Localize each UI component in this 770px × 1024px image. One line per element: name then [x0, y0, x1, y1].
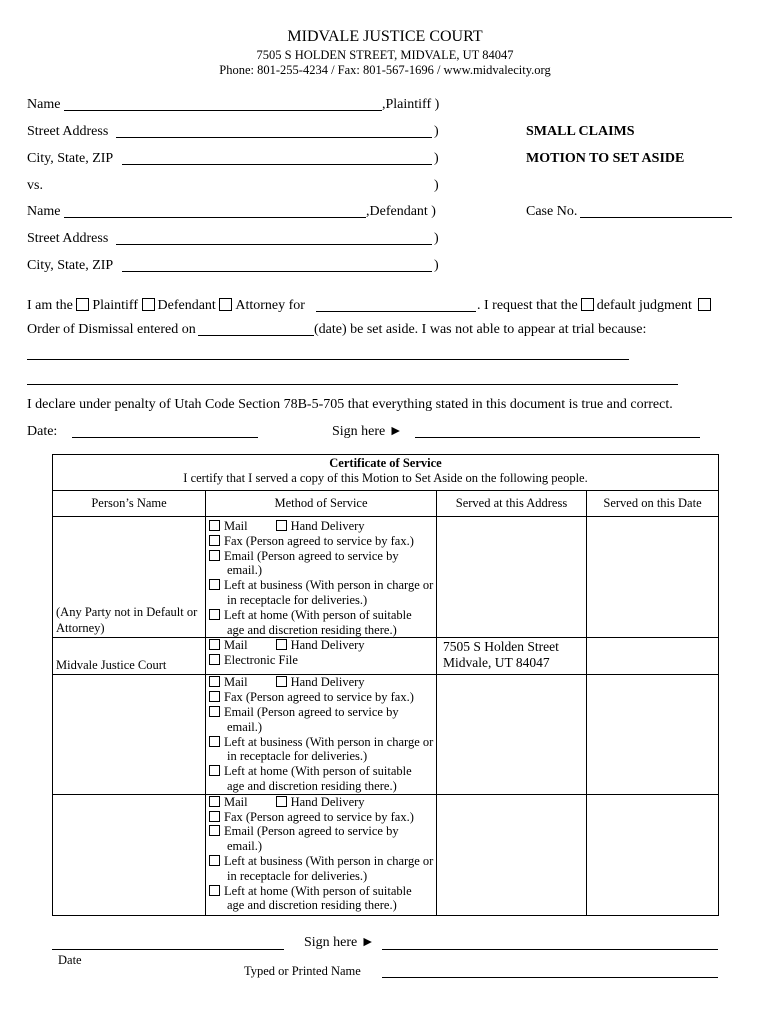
header-served-address: Served at this Address	[437, 491, 587, 517]
mail-checkbox[interactable]	[209, 676, 220, 687]
hand-delivery-checkbox[interactable]	[276, 796, 287, 807]
dismissal-suffix: (date) be set aside. I was not able to appear at trial because:	[314, 322, 647, 337]
row1-person-cell[interactable]	[53, 517, 206, 638]
left-at-home-checkbox[interactable]	[209, 885, 220, 896]
plaintiff-street-label: Street Address	[27, 124, 109, 139]
left-at-business-label: Left at business (With person in charge or in receptacle for deliveries.)	[224, 853, 434, 883]
certificate-title: Certificate of Service	[329, 456, 442, 470]
case-no-label: Case No.	[526, 204, 578, 219]
typed-name-label: Typed or Printed Name	[244, 964, 361, 978]
left-at-home-checkbox[interactable]	[209, 765, 220, 776]
typed-name-field[interactable]	[382, 977, 718, 978]
header-method-of-service: Method of Service	[206, 491, 437, 517]
i-am-the-text: I am the	[27, 298, 73, 313]
email-label: Email (Person agreed to service by email.)	[224, 824, 399, 854]
hand-delivery-label: Hand Delivery	[290, 519, 365, 533]
defendant-name-label: Name	[27, 204, 61, 219]
defendant-street-field[interactable]	[116, 244, 432, 245]
fax-label: Fax (Person agreed to service by fax.)	[224, 533, 414, 548]
defendant-street-label: Street Address	[27, 231, 109, 246]
plaintiff-name-field[interactable]	[64, 110, 382, 111]
hand-delivery-label: Hand Delivery	[290, 638, 365, 653]
dismissal-prefix: Order of Dismissal entered on	[27, 322, 196, 337]
reason-line-2[interactable]	[27, 384, 678, 385]
dismissal-date-field[interactable]	[198, 335, 314, 336]
left-at-business-label: Left at business (With person in charge or in receptacle for deliveries.)	[224, 578, 434, 607]
left-at-home-label: Left at home (With person of suitable age and discretion residing there.)	[224, 764, 412, 793]
row4-method-cell	[206, 794, 437, 915]
date-field[interactable]	[72, 437, 258, 438]
plaintiff-option-label: Plaintiff	[92, 298, 139, 313]
mail-checkbox[interactable]	[209, 639, 220, 650]
party-role-line	[27, 298, 305, 314]
electronic-file-label: Electronic File	[224, 653, 298, 668]
row3-date-cell[interactable]	[587, 675, 719, 794]
row2-person-cell	[53, 638, 206, 675]
defendant-checkbox[interactable]	[142, 298, 155, 311]
row1-address-cell[interactable]	[437, 517, 587, 638]
hand-delivery-label: Hand Delivery	[290, 675, 365, 690]
title-small-claims: SMALL CLAIMS	[526, 124, 635, 139]
hand-delivery-checkbox[interactable]	[276, 520, 287, 531]
caption-paren: )	[434, 178, 439, 193]
row2-method-cell	[206, 638, 437, 675]
court-address-line1: 7505 S Holden Street	[443, 639, 559, 655]
fax-checkbox[interactable]	[209, 811, 220, 822]
email-checkbox[interactable]	[209, 825, 220, 836]
declaration-text: I declare under penalty of Utah Code Section 78B-5-705 that everything stated in this document is true and correct.	[27, 397, 673, 412]
plaintiff-city-field[interactable]	[122, 164, 432, 165]
certificate-of-service-table	[52, 454, 719, 916]
left-at-home-label: Left at home (With person of suitable age and discretion residing there.)	[224, 883, 412, 913]
email-checkbox[interactable]	[209, 550, 220, 561]
attorney-for-field[interactable]	[316, 311, 476, 312]
email-label: Email (Person agreed to service by email.)	[224, 548, 399, 578]
court-address-line2: Midvale, UT 84047	[443, 655, 550, 671]
dismissal-checkbox[interactable]	[698, 298, 711, 311]
request-text: . I request that the	[477, 298, 578, 313]
mail-label: Mail	[224, 794, 248, 809]
left-at-business-checkbox[interactable]	[209, 855, 220, 866]
row2-date-cell[interactable]	[587, 638, 719, 675]
court-name: MIDVALE JUSTICE COURT	[287, 28, 483, 45]
mail-label: Mail	[224, 638, 248, 653]
vs-label: vs.	[27, 178, 43, 193]
row1-date-cell[interactable]	[587, 517, 719, 638]
defendant-suffix: ,Defendant )	[366, 204, 436, 219]
caption-paren: )	[434, 258, 439, 273]
caption-paren: )	[434, 231, 439, 246]
left-at-business-checkbox[interactable]	[209, 736, 220, 747]
sign-here-label: Sign here ►	[332, 424, 403, 439]
row1-person-name: (Any Party not in Default or Attorney)	[56, 605, 198, 635]
attorney-checkbox[interactable]	[219, 298, 232, 311]
email-label: Email (Person agreed to service by email.)	[224, 704, 399, 734]
row4-address-cell[interactable]	[437, 794, 587, 915]
row3-person-cell[interactable]	[53, 675, 206, 794]
plaintiff-name-label: Name	[27, 97, 61, 112]
date-label: Date:	[27, 424, 58, 439]
footer-date-label: Date	[58, 953, 82, 967]
defendant-name-field[interactable]	[64, 217, 366, 218]
court-contact: Phone: 801-255-4234 / Fax: 801-567-1696 / www.midvalecity.org	[219, 63, 551, 77]
hand-delivery-checkbox[interactable]	[276, 676, 287, 687]
caption-paren: )	[434, 151, 439, 166]
plaintiff-checkbox[interactable]	[76, 298, 89, 311]
fax-checkbox[interactable]	[209, 691, 220, 702]
request-line	[477, 298, 714, 314]
mail-checkbox[interactable]	[209, 520, 220, 531]
hand-delivery-checkbox[interactable]	[276, 639, 287, 650]
certificate-subtitle: I certify that I served a copy of this Motion to Set Aside on the following people.	[183, 471, 588, 485]
header-persons-name: Person’s Name	[53, 491, 206, 517]
row3-method-cell	[206, 675, 437, 794]
plaintiff-suffix: ,Plaintiff )	[382, 97, 440, 112]
defendant-city-label: City, State, ZIP	[27, 258, 114, 273]
header-served-date: Served on this Date	[587, 491, 719, 517]
caption-paren: )	[434, 124, 439, 139]
fax-label: Fax (Person agreed to service by fax.)	[224, 690, 414, 705]
fax-checkbox[interactable]	[209, 535, 220, 546]
left-at-home-label: Left at home (With person of suitable age and discretion residing there.)	[224, 607, 412, 637]
defendant-option-label: Defendant	[157, 298, 216, 313]
plaintiff-street-field[interactable]	[116, 137, 432, 138]
row4-person-cell[interactable]	[53, 794, 206, 915]
row2-person-name: Midvale Justice Court	[56, 658, 167, 673]
mail-label: Mail	[224, 675, 248, 690]
attorney-for-label: Attorney for	[235, 298, 305, 313]
fax-label: Fax (Person agreed to service by fax.)	[224, 809, 414, 824]
left-at-business-checkbox[interactable]	[209, 579, 220, 590]
case-no-field[interactable]	[580, 217, 732, 218]
email-checkbox[interactable]	[209, 706, 220, 717]
reason-line-1[interactable]	[27, 359, 629, 360]
footer-signature-field[interactable]	[382, 949, 718, 950]
mail-label: Mail	[224, 519, 248, 533]
default-judgment-checkbox[interactable]	[581, 298, 594, 311]
mail-checkbox[interactable]	[209, 796, 220, 807]
electronic-file-checkbox[interactable]	[209, 654, 220, 665]
hand-delivery-label: Hand Delivery	[290, 794, 365, 809]
row4-date-cell[interactable]	[587, 794, 719, 915]
default-judgment-label: default judgment	[596, 298, 692, 313]
footer-sign-here-label: Sign here ►	[304, 935, 375, 950]
row3-address-cell[interactable]	[437, 675, 587, 794]
defendant-city-field[interactable]	[122, 271, 432, 272]
plaintiff-city-label: City, State, ZIP	[27, 151, 114, 166]
row2-address-cell	[437, 638, 587, 675]
footer-date-field[interactable]	[52, 949, 284, 950]
certificate-header-cell	[53, 455, 719, 491]
court-address: 7505 S HOLDEN STREET, MIDVALE, UT 84047	[256, 48, 514, 62]
row1-method-cell	[206, 517, 437, 638]
signature-field[interactable]	[415, 437, 700, 438]
title-motion: MOTION TO SET ASIDE	[526, 151, 685, 166]
left-at-home-checkbox[interactable]	[209, 609, 220, 620]
left-at-business-label: Left at business (With person in charge or in receptacle for deliveries.)	[224, 734, 434, 764]
